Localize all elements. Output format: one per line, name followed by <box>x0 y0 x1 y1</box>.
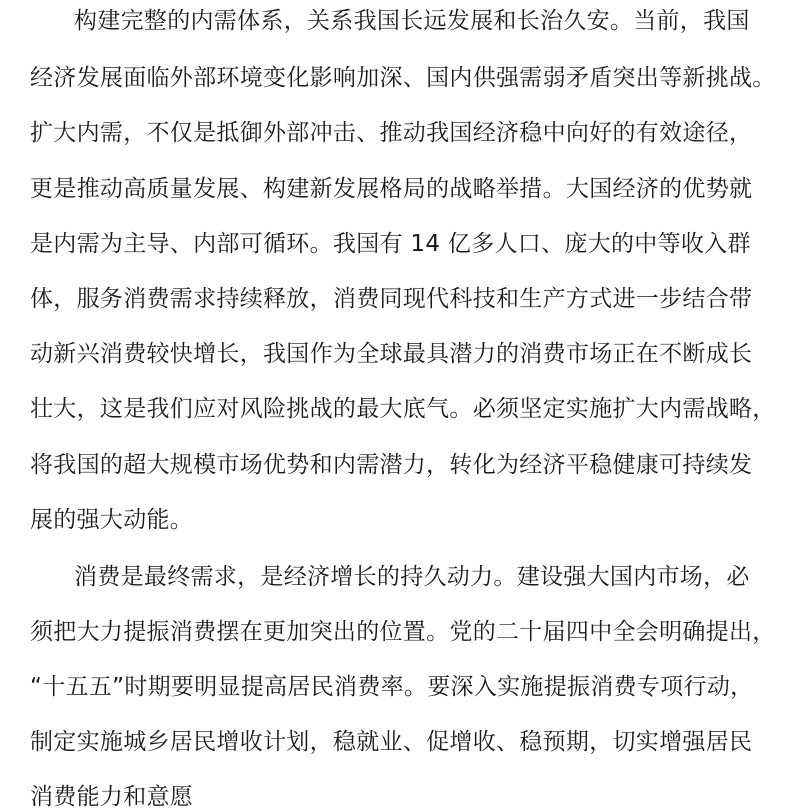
text-line: 将我国的超大规模市场优势和内需潜力，转化为经济平稳健康可持续发 <box>30 452 753 478</box>
text-line: 动新兴消费较快增长，我国作为全球最具潜力的消费市场正在不断成长 <box>30 341 753 367</box>
text-line: “十五五”时期要明显提高居民消费率。要深入实施提振消费专项行动， <box>30 674 754 700</box>
text-line: 壮大，这是我们应对风险挑战的最大底气。必须坚定实施扩大内需战略， <box>30 396 776 422</box>
text-line: 构建完整的内需体系，关系我国长远发展和长治久安。当前，我国 <box>74 8 750 34</box>
text-line: 消费能力和意愿 <box>30 784 194 810</box>
text-line: 体，服务消费需求持续释放，消费同现代科技和生产方式进一步结合带 <box>30 286 753 312</box>
text-line: 扩大内需，不仅是抵御外部冲击、推动我国经济稳中向好的有效途径， <box>30 120 753 146</box>
text-line: 制定实施城乡居民增收计划，稳就业、促增收、稳预期，切实增强居民 <box>30 729 753 755</box>
text-line: 消费是最终需求，是经济增长的持久动力。建设强大国内市场，必 <box>74 564 750 590</box>
text-line: 展的强大动能。 <box>30 507 194 533</box>
text-line: 经济发展面临外部环境变化影响加深、国内供强需弱矛盾突出等新挑战。 <box>30 65 776 91</box>
text-line: 须把大力提振消费摆在更加突出的位置。党的二十届四中全会明确提出， <box>30 619 776 645</box>
text-line: 是内需为主导、内部可循环。我国有 14 亿多人口、庞大的中等收入群 <box>30 231 751 257</box>
text-line: 更是推动高质量发展、构建新发展格局的战略举措。大国经济的优势就 <box>30 176 753 202</box>
